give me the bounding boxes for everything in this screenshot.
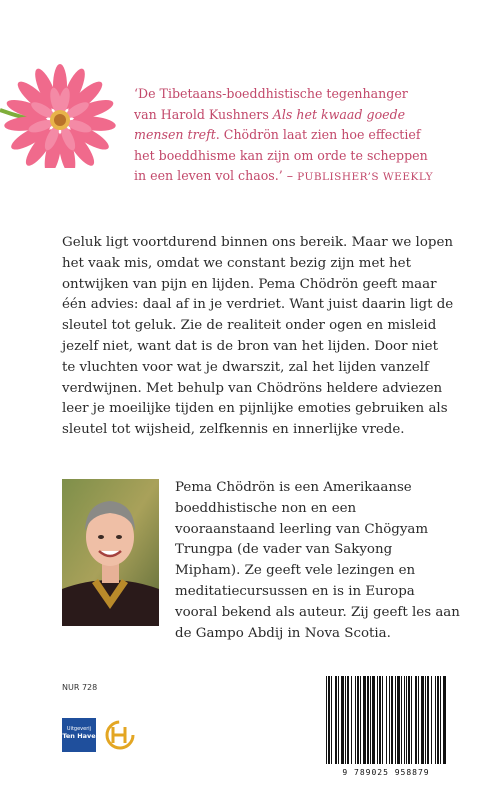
barcode-bars [316, 672, 456, 766]
quote-source: PUBLISHER’S WEEKLY [297, 171, 434, 183]
publisher-logo-line1: Uitgeverij [66, 726, 92, 732]
quote-book-title: Als het kwaad goede mensen treft [134, 106, 406, 142]
publisher-logo [62, 718, 96, 752]
publisher-logo-line2: Ten Have [62, 732, 96, 740]
isbn-digits: 9 789025 958879 [342, 768, 430, 777]
book-description: Geluk ligt voortdurend binnen ons bereik. Maar we lopen het vaak mis, omdat we constant bezig zijn met het ontwijken van pijn en lijden. Pema Chödrön geeft maar één advies: daal af in je verdriet. Want juist daarin ligt de sleutel tot geluk. Zie de realiteit onder ogen en misleid jezelf niet, want dat is de bron van het lijden. Door niet te vluchten voor wat je dwarszit, zal het lijden vanzelf verdwijnen. Met behulp van Chödröns heldere adviezen leer je moeilijke tijden en pijnlijke emoties gebruiken als sleutel tot wijsheid, zelfkennis en innerlijke vrede. [62, 235, 454, 438]
quote-text-end: . Chödrön laat zien hoe effectief het boeddhisme kan zijn om orde te scheppen in een leven vol chaos.’ – [134, 127, 428, 183]
publisher-emblem-icon [103, 718, 137, 752]
author-bio: Pema Chödrön is een Amerikaanse boeddhistische non en een vooraanstaand leerling van Chögyam Trungpa (de vader van Sakyong Mipham). Ze geeft vele lezingen en meditatiecursussen en is in Europa vooral bekend als auteur. Zij geeft les aan de Gampo Abdij in Nova Scotia. [175, 480, 460, 641]
quote-text-start: ‘De Tibetaans-boeddhistische tegenhanger van Harold Kushners [134, 86, 408, 122]
review-quote [134, 84, 434, 188]
author-photo [62, 479, 159, 626]
nur-code: NUR 728 [62, 683, 98, 692]
isbn-barcode [316, 672, 456, 780]
gerbera-flower-image [0, 48, 120, 168]
